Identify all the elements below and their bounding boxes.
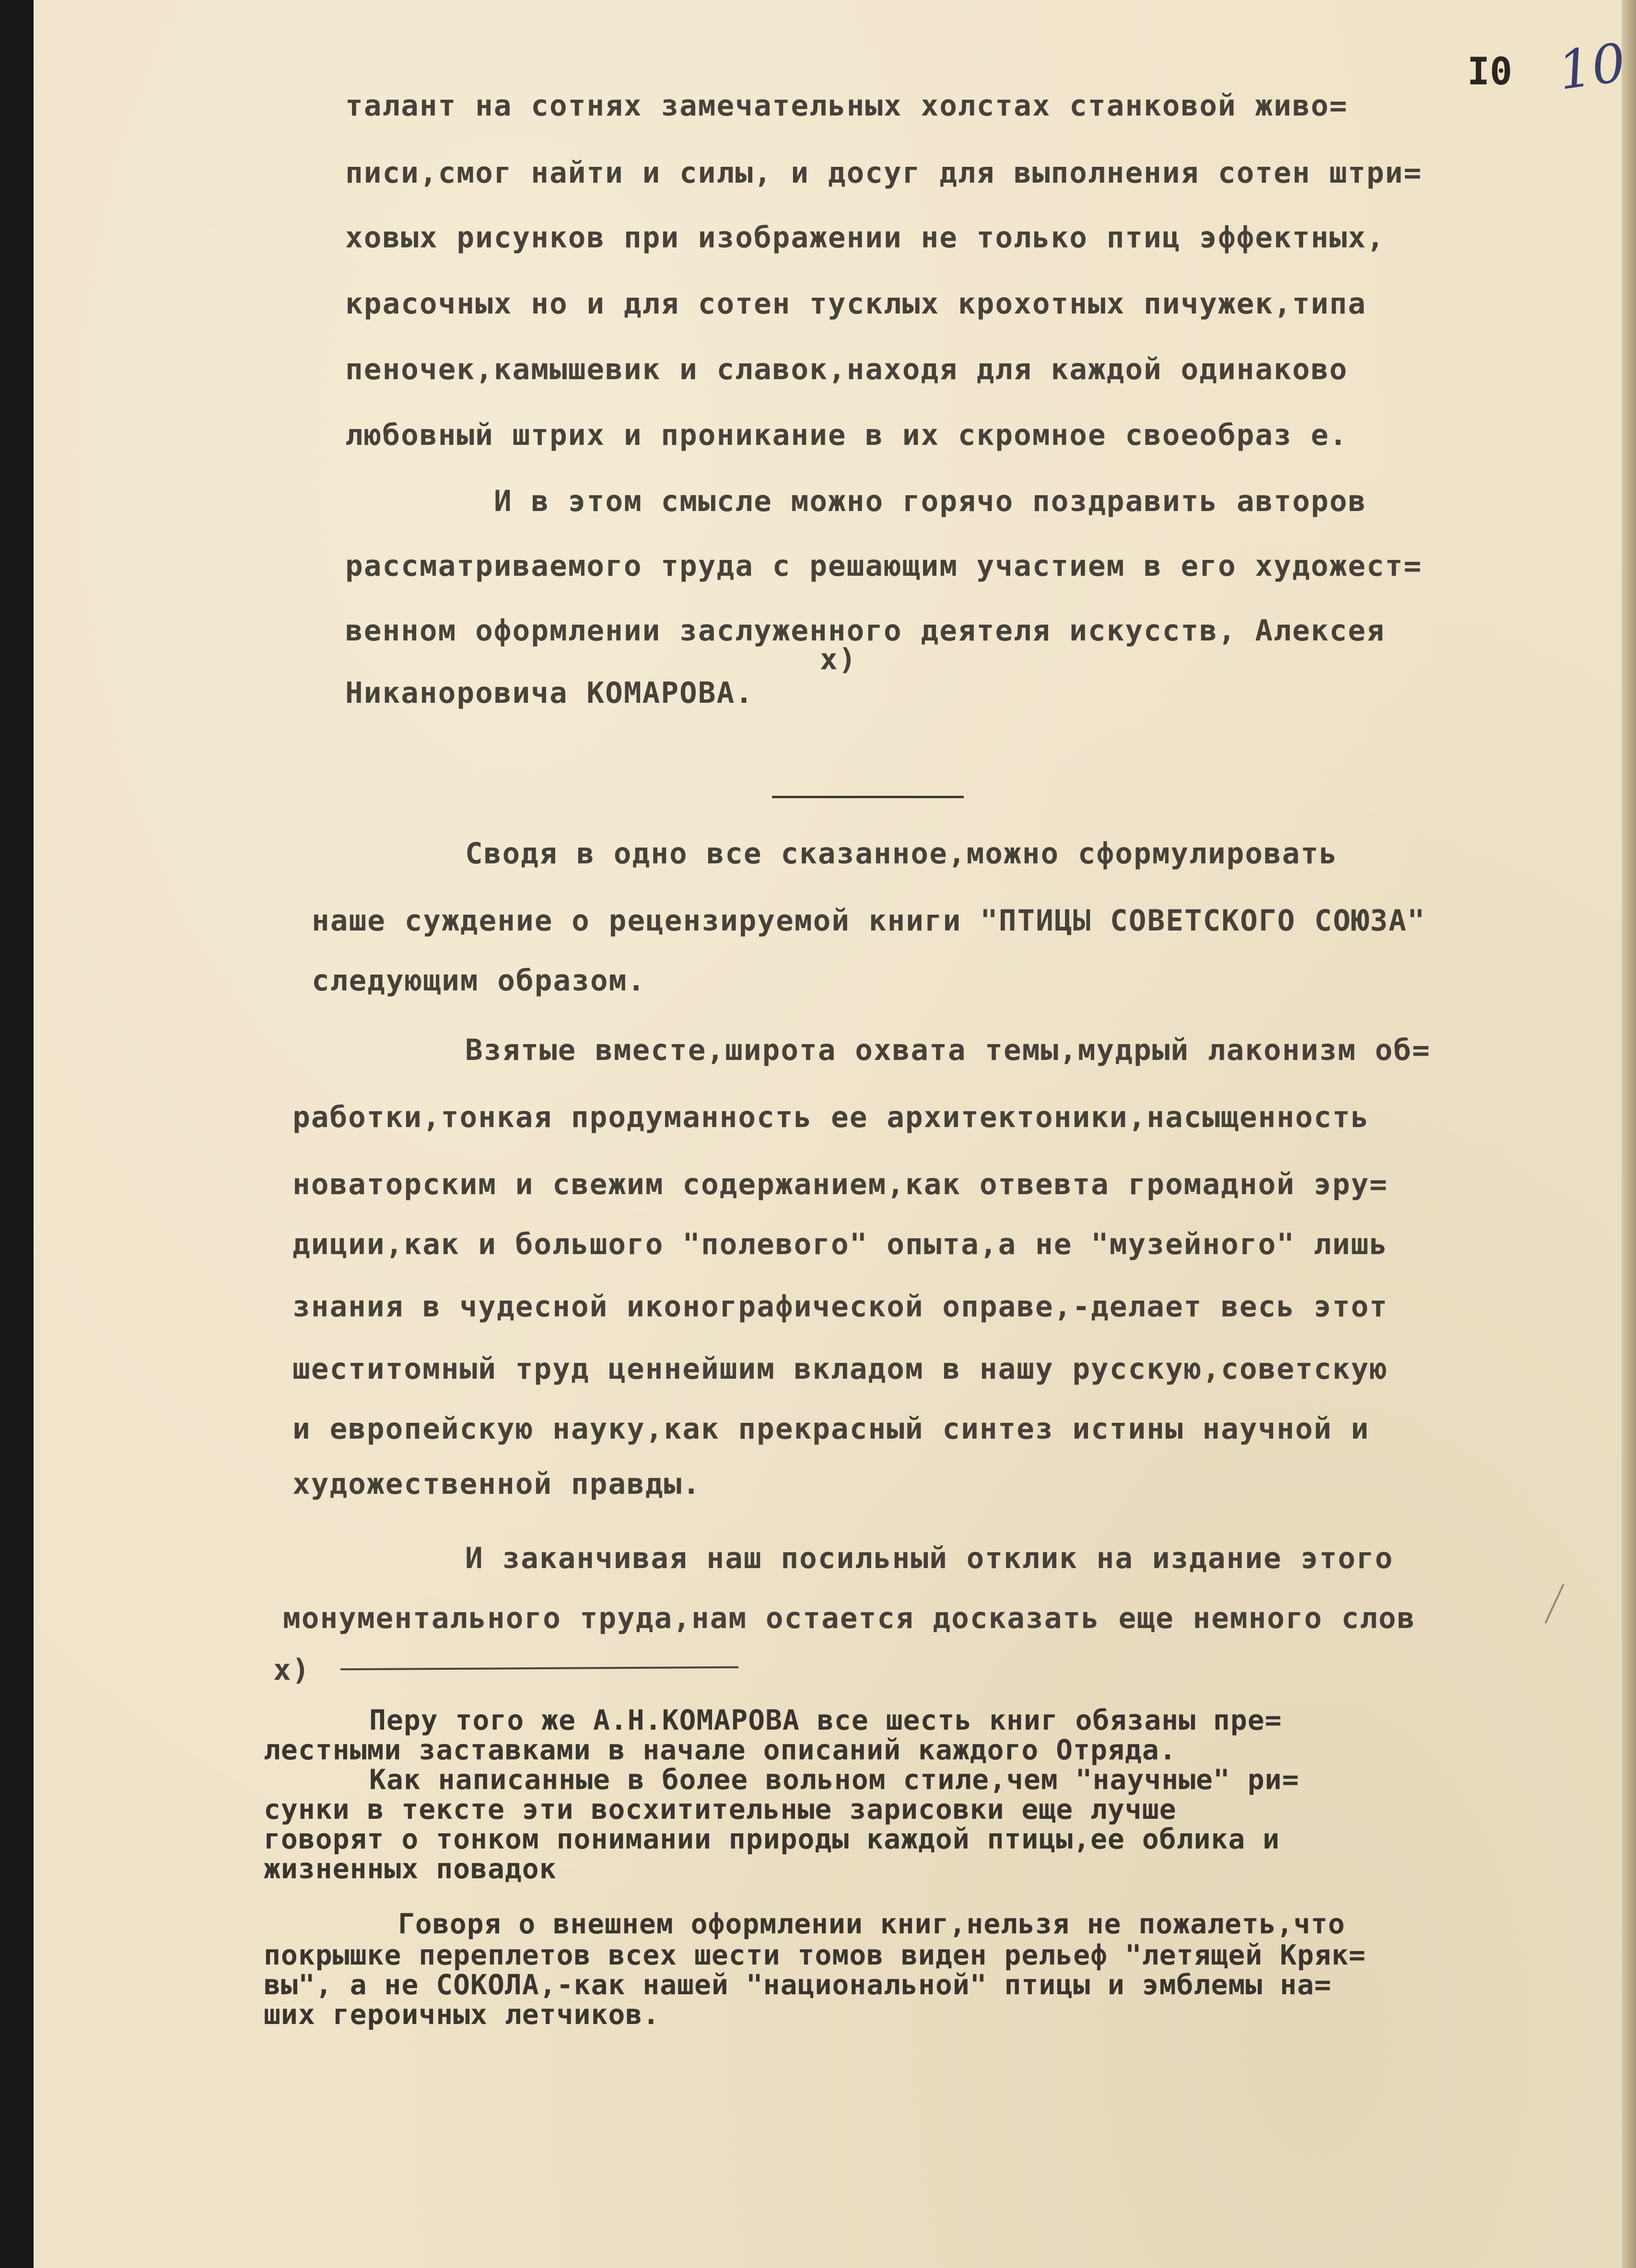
body-line-7: И в этом смысле можно горячо поздравить авторов: [494, 484, 1367, 518]
footnote-line-3: Как написанные в более вольном стиле,чем "научные" ри=: [369, 1763, 1299, 1796]
body-line-1: талант на сотнях замечательных холстах станковой живо=: [345, 89, 1348, 123]
body-line-5: пеночек,камышевик и славок,находя для каждой одинаково: [345, 352, 1348, 386]
footnote-line-1: Перу того же А.Н.КОМАРОВА все шесть книг обязаны пре=: [369, 1704, 1282, 1736]
page-right-edge: [1622, 0, 1636, 2268]
footnote-line-9: вы", а не СОКОЛА,-как нашей "национальной" птицы и эмблемы на=: [264, 1968, 1332, 2001]
footnote-line-2: лестными заставками в начале описаний каждого Отряда.: [264, 1733, 1177, 1766]
body-line-2: писи,смог найти и силы, и досуг для выполнения сотен штри=: [345, 156, 1423, 190]
scan-left-border: [0, 0, 34, 2268]
document-page: [34, 0, 1636, 2268]
body-line-21: художественной правды.: [292, 1467, 701, 1501]
body-line-13: следующим образом.: [312, 964, 646, 998]
footnote-line-6: жизненных повадок: [264, 1852, 557, 1885]
body-line-17: диции,как и большого "полевого" опыта,а не "музейного" лишь: [292, 1227, 1388, 1261]
page-number-handwritten: 10: [1554, 31, 1630, 102]
body-line-11: Сводя в одно все сказанное,можно сформулировать: [465, 837, 1338, 871]
footnote-line-5: говорят о тонком понимании природы каждой птицы,ее облика и: [264, 1823, 1280, 1855]
footnote-marker: х): [273, 1653, 311, 1687]
body-line-18: знания в чудесной иконографической оправе,-делает весь этот: [292, 1290, 1388, 1324]
body-line-20: и европейскую науку,как прекрасный синтез истины научной и: [292, 1412, 1370, 1446]
footnote-ref-marker: х): [820, 642, 857, 676]
body-line-14: Взятые вместе,широта охвата темы,мудрый лаконизм об=: [465, 1033, 1431, 1067]
footnote-line-8: покрышке переплетов всех шести томов виден рельеф "летящей Кряк=: [264, 1939, 1366, 1971]
body-line-12: наше суждение о рецензируемой книги "ПТИЦЫ СОВЕТСКОГО СОЮЗА": [312, 904, 1426, 938]
body-line-6: любовный штрих и проникание в их скромное своеобраз е.: [345, 418, 1348, 452]
footnote-line-7: Говоря о внешнем оформлении книг,нельзя не пожалеть,что: [398, 1907, 1345, 1940]
page-number-typed: I0: [1467, 50, 1512, 93]
body-line-8: рассматриваемого труда с решающим участием в его художест=: [345, 549, 1423, 583]
body-line-19: шеститомный труд ценнейшим вкладом в нашу русскую,советскую: [292, 1352, 1388, 1386]
footnote-line-4: сунки в тексте эти восхитительные зарисовки еще лучше: [264, 1793, 1194, 1826]
body-line-16: новаторским и свежим содержанием,как отвевта громадной эру=: [292, 1167, 1388, 1201]
footnote-line-10: ших героичных летчиков.: [264, 1998, 660, 2031]
body-line-15: работки,тонкая продуманность ее архитектоники,насыщенность: [292, 1100, 1370, 1134]
body-line-22: И заканчивая наш посильный отклик на издание этого: [465, 1541, 1394, 1575]
body-line-4: красочных но и для сотен тусклых крохотных пичужек,типа: [345, 287, 1367, 321]
body-line-9: венном оформлении заслуженного деятеля искусств, Алексея: [345, 614, 1385, 648]
margin-pencil-mark: [1544, 1583, 1565, 1623]
body-line-10: Никаноровича КОМАРОВА.: [345, 676, 754, 710]
body-line-23: монументального труда,нам остается досказать еще немного слов: [283, 1601, 1416, 1635]
footnote-rule: [340, 1666, 738, 1670]
section-divider: [772, 796, 964, 798]
body-line-3: ховых рисунков при изображении не только птиц эффектных,: [345, 221, 1385, 255]
